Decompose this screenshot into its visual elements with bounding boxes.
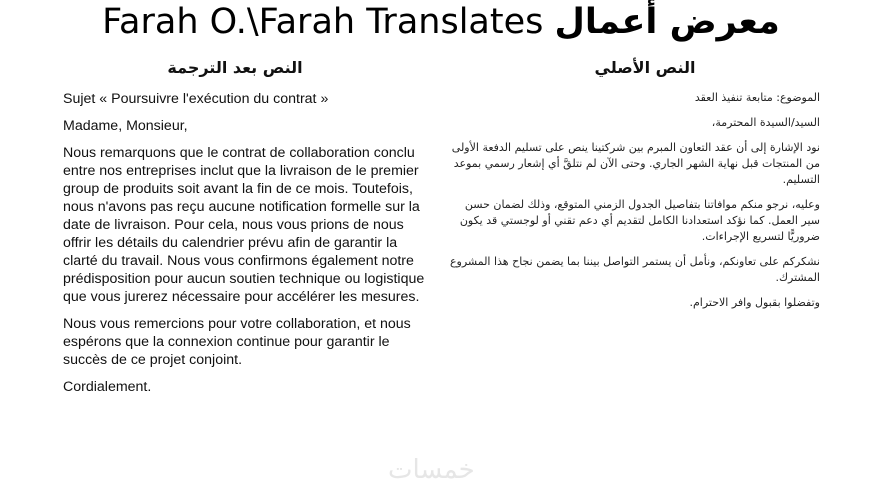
french-body-paragraph: Nous remarquons que le contrat de collaboration conclu entre nos entreprises inclut que la livraison de le premier group de produits soit avant la fin de ce mois. Toutefois, nous n'avons pas reçu aucune notification formelle sur la date de livraison. Pour cela, nous vous prions de nous offrir les détails du calendrier prévu afin de garantir la clarté du travail. Nous vous confirmons également notre prédisposition pour aucun soutien technique ou logistique que vous jurerez nécessaire pour accélérer les mesures. xyxy=(63,145,425,305)
original-text-heading: النص الأصلي xyxy=(594,58,696,77)
french-subject: Sujet « Poursuivre l'exécution du contrat » xyxy=(63,91,329,107)
french-salutation: Madame, Monsieur, xyxy=(63,118,188,134)
title-latin: Farah O.\Farah Translates xyxy=(102,2,544,42)
translated-text-column xyxy=(63,90,433,405)
french-thanks-paragraph: Nous vous remercions pour votre collaboration, et nous espérons que la connexion continue pour garantir le succès de ce projet conjoint. xyxy=(63,316,411,368)
arabic-body-paragraph: نود الإشارة إلى أن عقد التعاون المبرم بين شركتينا ينص على تسليم الدفعة الأولى من المنتجات قبل نهاية الشهر الجاري. وحتى الآن لم نتلقَّ أي إشعار رسمي بموعد التسليم. xyxy=(451,141,820,186)
watermark-logo: خمسات xyxy=(388,455,475,485)
french-closing: Cordialement. xyxy=(63,379,152,395)
original-text-column xyxy=(448,90,820,320)
page-title xyxy=(0,2,882,42)
translated-text-heading: النص بعد الترجمة xyxy=(167,58,303,77)
arabic-thanks-paragraph: نشكركم على تعاونكم، ونأمل أن يستمر التواصل بيننا بما يضمن نجاح هذا المشروع المشترك. xyxy=(449,255,820,284)
arabic-closing: وتفضلوا بقبول وافر الاحترام. xyxy=(689,296,820,309)
arabic-salutation: السيد/السيدة المحترمة، xyxy=(711,116,820,129)
arabic-subject: الموضوع: متابعة تنفيذ العقد xyxy=(694,91,820,104)
title-arabic: معرض أعمال xyxy=(554,2,780,42)
arabic-request-paragraph: وعليه، نرجو منكم موافاتنا بتفاصيل الجدول الزمني المتوقع، وذلك لضمان حسن سير العمل. كما نؤكد استعدادنا الكامل لتقديم أي دعم تقني أو لوجستي قد يكون ضروريًّا لتسريع الإجراءات. xyxy=(459,198,820,243)
